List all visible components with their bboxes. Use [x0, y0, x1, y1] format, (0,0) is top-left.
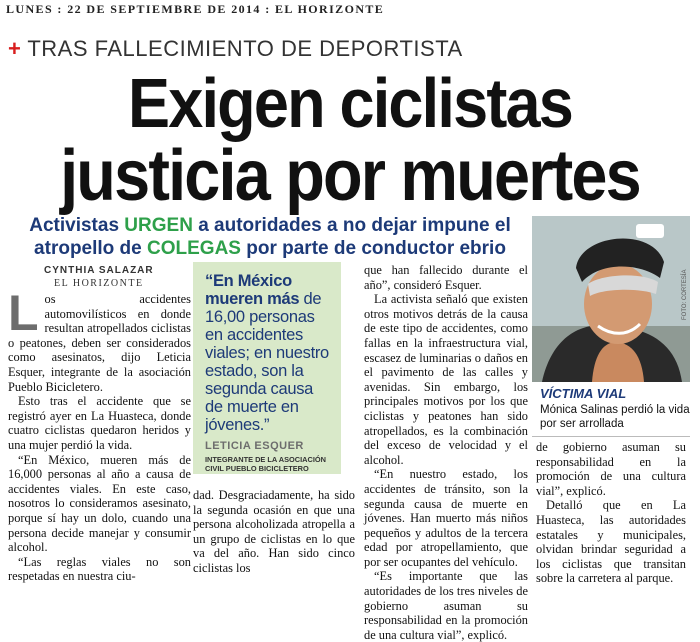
masthead: LUNES : 22 DE SEPTIEMBRE DE 2014 : EL HORIZONTE: [6, 2, 385, 16]
article-column-1: [8, 285, 191, 584]
article-column-4: [536, 440, 686, 586]
deck: [10, 214, 530, 260]
paragraph-5: La activista señaló que existen otros motivos detrás de la causa de este tipo de accidentes, como fallas en la infraestructura vial, escasez de luminarias o daños en el pavimento de las calles y avenidas. Sin embargo, los principales motivos por los que ciclistas y peatones han sido atropellados, es la combinación del exceso de velocidad y el alcohol.: [364, 292, 528, 467]
pull-quote-bold: mueren más: [205, 290, 300, 308]
paragraph-4-end: que han fallecido durante el año”, consideró Esquer.: [364, 263, 528, 292]
paragraph-2: Esto tras el accidente que se registró ayer en La Huasteca, donde cuatro ciclistas quedaron heridos y una mujer perdió la vida.: [8, 394, 191, 452]
caption-title: VÍCTIMA VIAL: [540, 386, 627, 401]
paragraph-3: “En México, mueren más de 16,000 personas al año a causa de accidentes viales. En este caso, nosotros lo consideramos asesinato, porque sí hay un dolo, cuando una persona decide manejar y consumir alcohol.: [8, 452, 191, 555]
pull-quote-role: INTEGRANTE DE LA ASOCIACIÓN CIVIL PUEBLO BICICLETERO: [205, 455, 326, 473]
byline-author: CYNTHIA SALAZAR: [44, 265, 154, 276]
pull-quote-text: [205, 272, 331, 434]
cyclist-photo-illustration: [532, 216, 690, 382]
paragraph-7: “Es importante que las autoridades de los tres niveles de gobierno asuman su responsabilidad en la promoción de una cultura vial”, explicó.: [364, 569, 528, 642]
kicker: [8, 36, 463, 62]
pull-quote-open: “En México: [205, 272, 292, 290]
article-column-2: [193, 488, 355, 575]
kicker-text: TRAS FALLECIMIENTO DE DEPORTISTA: [27, 36, 463, 61]
paragraph-8: Detalló que en La Huasteca, las autoridades estatales y municipales, olvidan brindar seguridad a los ciclistas que transitan sobre la carretera al parque.: [536, 498, 686, 586]
deck-part-3: por parte de conductor ebrio: [240, 238, 506, 259]
paragraph-4-continued: dad. Desgraciadamente, ha sido la segunda ocasión en que una persona alcoholizada atropella a un grupo de ciclistas en lo que va del año. Han sido cinco ciclistas los: [193, 488, 355, 575]
paragraph-4-start: “Las reglas viales no son respetadas en nuestra ciu-: [8, 554, 191, 584]
photo-credit: FOTO: CORTESÍA: [682, 269, 688, 320]
deck-part-1: Activistas: [29, 215, 125, 236]
paragraph-1: os accidentes automovilísticos en donde resultan atropellados ciclistas o peatones, deben ser considerados como asesinatos, dijo Leticia Esquer, integrante de la asociación Pueblo Bicicletero.: [8, 292, 191, 394]
deck-highlight-2: COLEGAS: [147, 238, 241, 259]
paragraph-6: “En nuestro estado, los accidentes de tránsito, son la segunda causa de muerte en jóvenes. Han muerto más niños pequeños y adultos de la tercera edad por atropellamiento, que por ser ocupantes del vehículo.: [364, 467, 528, 569]
deck-highlight-1: URGEN: [124, 215, 193, 236]
plus-icon: +: [8, 36, 22, 61]
pull-quote-name: LETICIA ESQUER: [205, 440, 304, 452]
caption-text: Mónica Salinas perdió la vida por ser arrollada: [540, 404, 690, 430]
article-column-3: [364, 263, 528, 642]
cyclist-photo: [532, 216, 690, 382]
photo-caption: [540, 386, 690, 431]
pull-quote: [193, 262, 341, 474]
drop-cap: L: [8, 285, 39, 341]
caption-divider: [532, 436, 690, 437]
paragraph-7-continued: de gobierno asuman su responsabilidad en la promoción de una cultura vial”, explicó.: [536, 440, 686, 498]
byline-paper: EL HORIZONTE: [54, 278, 144, 289]
deck-part-2: a autoridades a no dejar impune el atropello de: [34, 215, 511, 259]
headline-line-2: justicia por muertes: [60, 136, 640, 216]
headline-line-1: Exigen ciclistas: [128, 64, 572, 142]
pull-quote-rest: de 16,00 personas en accidentes viales; en nuestro estado, son la segunda causa de muerte en jóvenes.”: [205, 290, 329, 434]
